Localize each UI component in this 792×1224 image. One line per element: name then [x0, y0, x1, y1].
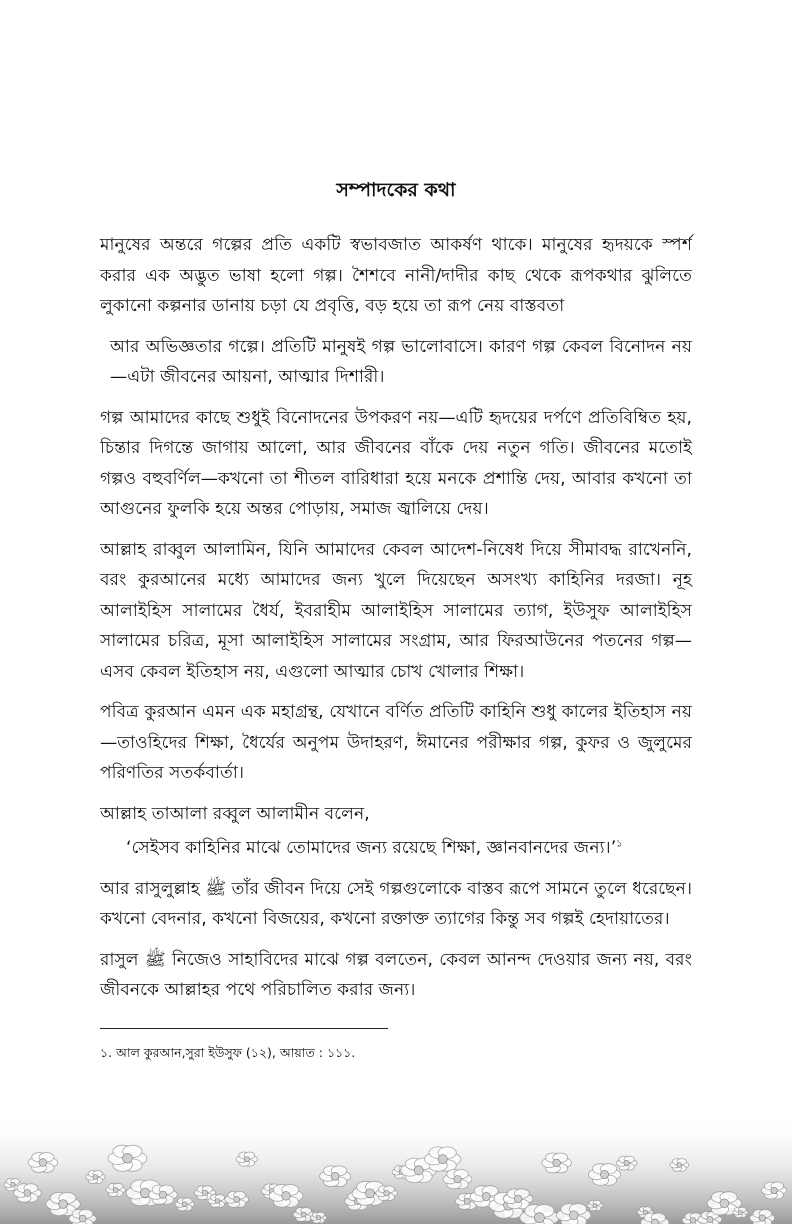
- flower-icon: [376, 1186, 398, 1201]
- footnote-marker[interactable]: ১: [616, 838, 623, 850]
- flower-icon: [175, 1198, 195, 1211]
- flower-icon: [588, 1164, 620, 1186]
- flower-icon: [733, 1207, 749, 1218]
- flower-icon: [225, 1191, 249, 1207]
- paragraph-1: মানুষের অন্তরে গল্পের প্রতি একটি স্বভাবজাত আকর্ষণ থাকে। মানুষের হৃদয়কে স্পর্শ করার এক অদ্ভুত ভাষা হলো গল্প। শৈশবে নানী/দাদীর কাছ থেকে রূপকথার ঝুলিতে লুকানো কল্পনার ডানায় চড়া যে প্রবৃত্তি, বড় হয়ে তা রূপ নেয় বাস্তবতা: [100, 235, 692, 316]
- flower-icon: [69, 1209, 97, 1224]
- flower-icon: [761, 1182, 787, 1199]
- main-text: [100, 230, 692, 1016]
- paragraph-5: পবিত্র কুরআন এমন এক মহাগ্রন্থ, যেখানে বর্ণিত প্রতিটি কাহিনি শুধু কালের ইতিহাস নয়—তাওহিদের শিক্ষা, ধৈর্যের অনুপম উদাহরণ, ঈমানের পরীক্ষার গল্প, কুফর ও জুলুমের পরিণতির সতর্কবার্তা।: [100, 702, 692, 783]
- paragraph-6: আল্লাহ তাআলা রব্বুল আলামীন বলেন,: [100, 803, 370, 824]
- flower-icon: [616, 1156, 637, 1170]
- flower-icon: [425, 1147, 461, 1171]
- flower-icon: [236, 1152, 257, 1166]
- paragraph-8: রাসুল ﷺ নিজেও সাহাবিদের মাঝে গল্প বলতেন, কেবল আনন্দ দেওয়ার জন্য নয়, বরং জীবনকে আল্লাহর পথে পরিচালিত করার জন্য।: [100, 949, 692, 1000]
- floral-border-icon: [0, 1114, 792, 1224]
- quote-text: ‘সেইসব কাহিনির মাঝে তোমাদের জন্য রয়েছে শিক্ষা, জ্ঞানবানদের জন্য।’: [126, 838, 617, 858]
- flower-icon: [320, 1166, 351, 1187]
- flower-icon: [28, 1153, 58, 1173]
- flower-icon: [106, 1183, 126, 1196]
- flower-icon: [14, 1184, 42, 1203]
- paragraph-3: গল্প আমাদের কাছে শুধুই বিনোদনের উপকরণ নয়—এটি হৃদয়ের দর্পণে প্রতিবিম্বিত হয়, চিন্তার দিগন্তে জাগায় আলো, আর জীবনের বাঁকে দেয় নতুন গতি। জীবনের মতোই গল্পও বহুবর্ণিল—কখনো তা শীতল বারিধারা হয়ে মনকে প্রশান্তি দেয়, আবার কখনো তা আগুনের ফুলকি হয়ে অন্তর পোড়ায়, সমাজ জ্বালিয়ে দেয়।: [100, 407, 692, 519]
- flower-icon: [542, 1153, 572, 1173]
- flower-icon: [269, 1185, 303, 1208]
- flower-icon: [310, 1212, 326, 1223]
- footnote-divider: [100, 1028, 388, 1029]
- flower-icon: [443, 1170, 472, 1189]
- paragraph-7: আর রাসুলুল্লাহ ﷺ তাঁর জীবন দিয়ে সেই গল্পগুলোকে বাস্তব রূপে সামনে তুলে ধরেছেন। কখনো বেদনার, কখনো বিজয়ের, কখনো রক্তাক্ত ত্যাগের কিন্তু সব গল্পই হেদায়াতের।: [100, 878, 692, 929]
- quran-quote: [100, 833, 692, 864]
- paragraph-2: আর অভিজ্ঞতার গল্পে। প্রতিটি মানুষই গল্প ভালোবাসে। কারণ গল্প কেবল বিনোদন নয়—এটা জীবনের আয়না, আত্মার দিশারী।: [110, 336, 692, 387]
- flower-icon: [108, 1145, 147, 1171]
- flower-icon: [556, 1204, 591, 1224]
- flower-icon: [587, 1200, 603, 1211]
- page-title: সম্পাদকের কথা: [336, 179, 456, 201]
- flower-icon: [670, 1159, 689, 1172]
- flower-icon: [86, 1171, 105, 1184]
- paragraph-4: আল্লাহ রাব্বুল আলামিন, যিনি আমাদের কেবল আদেশ-নিষেধ দিয়ে সীমাবদ্ধ রাখেননি, বরং কুরআনের মধ্যে আমাদের জন্য খুলে দিয়েছেন অসংখ্য কাহিনির দরজা। নূহ আলাইহিস সালামের ধৈর্য, ইবরাহীম আলাইহিস সালামের ত্যাগ, ইউসুফ আলাইহিস সালামের চরিত্র, মূসা আলাইহিস সালামের সংগ্রাম, আর ফিরআউনের পতনের গল্প—এসব কেবল ইতিহাস নয়, এগুলো আত্মার চোখ খোলার শিক্ষা।: [100, 539, 692, 682]
- flower-icon: [149, 1185, 178, 1204]
- flower-icon: [208, 1195, 227, 1208]
- footnote: ১. আল কুরআন,সুরা ইউসুফ (১২), আয়াত : ১১১.: [100, 1045, 356, 1060]
- flower-icon: [750, 1210, 775, 1224]
